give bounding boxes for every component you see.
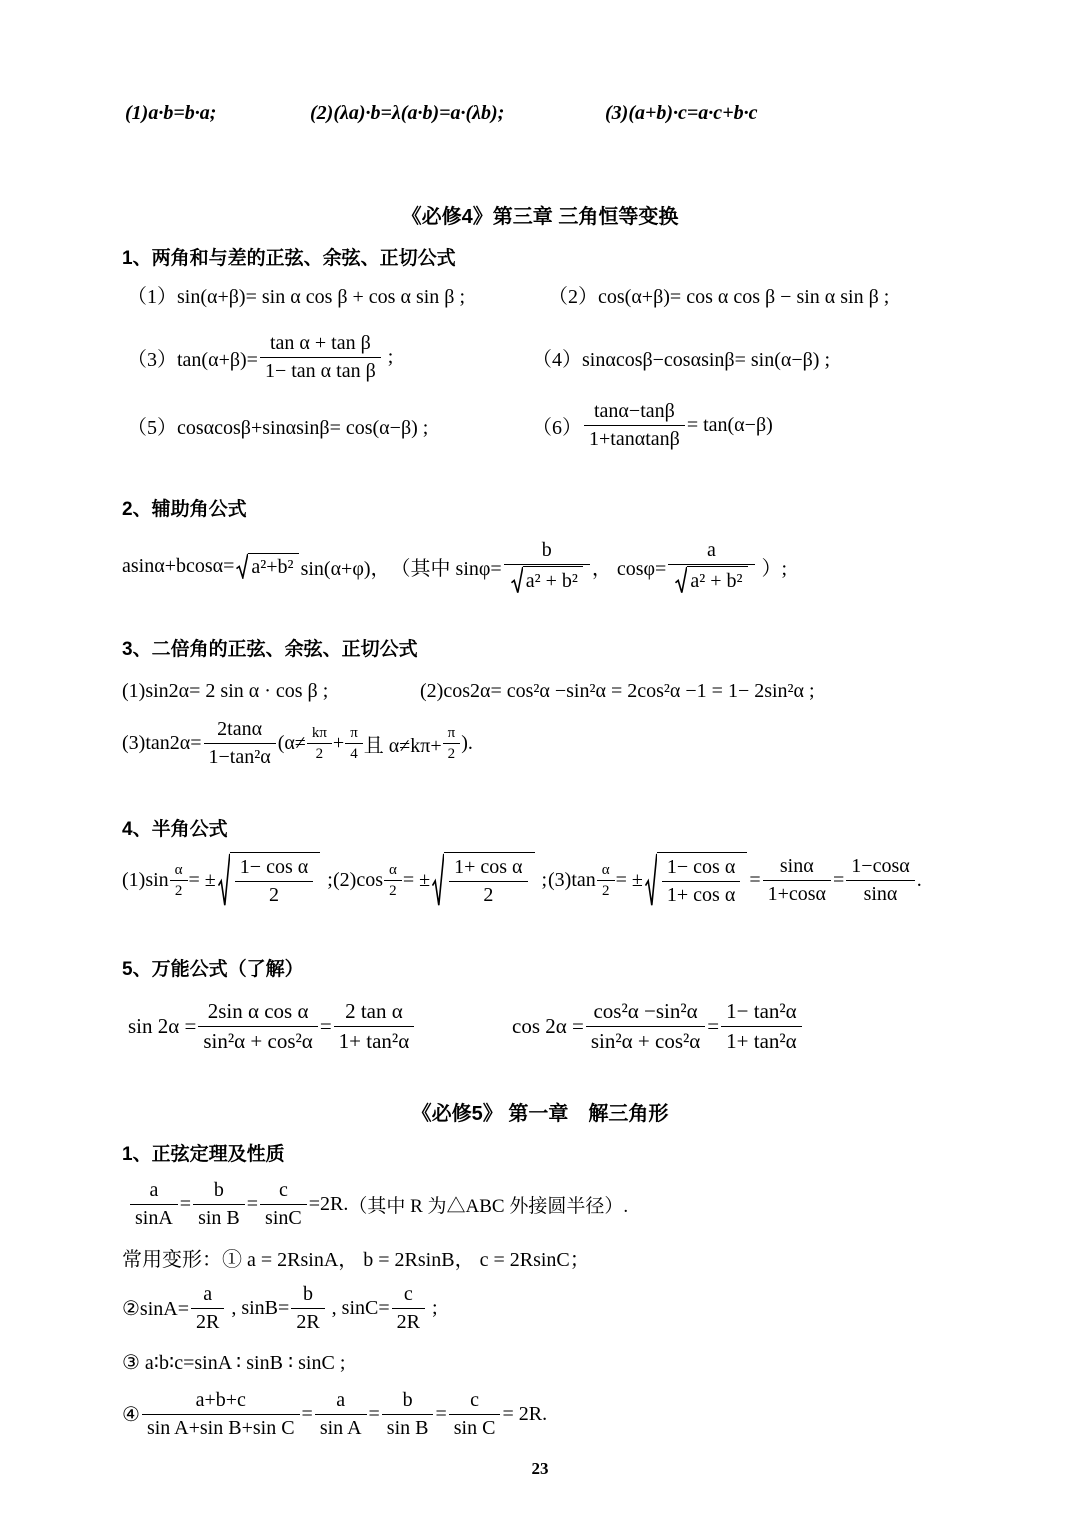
universal-sin-eq: = xyxy=(319,1013,332,1038)
half-sin-inner-num: 1− cos α xyxy=(235,855,313,882)
half-cos-arg-num: α xyxy=(384,861,402,881)
universal-cos-lhs: cos 2α = xyxy=(512,1013,584,1038)
half-tan-radicand xyxy=(657,852,747,908)
sum-formula-row3 xyxy=(0,396,1080,454)
half-tan-tail: . xyxy=(916,868,922,891)
half-angle-row xyxy=(0,836,1080,924)
cond-and: 且 α≠kπ+ xyxy=(363,734,442,757)
tan-sum-fraction xyxy=(260,331,381,384)
section5-heading: 5、万能公式（了解） xyxy=(122,958,304,980)
aux-cosphi-num: a xyxy=(668,538,754,565)
chapter-title-bixiu5 xyxy=(0,1097,1080,1125)
half-sin-label: (1)sin xyxy=(122,868,169,891)
half-tan-frac3-num: 1−cosα xyxy=(846,854,914,881)
variant4-frac-a xyxy=(315,1388,367,1441)
formula-half-cos xyxy=(333,836,547,924)
variant4-frac-sum-num: a+b+c xyxy=(142,1388,300,1415)
half-tan-eq3: = xyxy=(833,868,845,891)
section1-heading: 1、两角和与差的正弦、余弦、正切公式 xyxy=(122,247,456,269)
tan2a-lhs: (3)tan2α= xyxy=(122,731,202,754)
formula-variant3: ③ a∶b∶c=sinA ∶ sinB ∶ sinC ; xyxy=(122,1351,346,1374)
section3-heading: 3、二倍角的正弦、余弦、正切公式 xyxy=(122,638,418,660)
tan-sum-tail: ; xyxy=(382,345,394,368)
section2-heading: 2、辅助角公式 xyxy=(122,498,247,520)
pi2-fraction xyxy=(443,724,461,763)
law-eq2: = xyxy=(246,1192,259,1215)
aux-sinphi-num: b xyxy=(504,538,590,565)
aux-cosphi-den xyxy=(668,565,754,594)
radical-sign-icon xyxy=(645,852,657,908)
law-frac-c-den: sinC xyxy=(265,1206,302,1229)
universal-sin-frac2-num: 2 tan α xyxy=(334,998,415,1026)
half-tan-arg-num: α xyxy=(597,861,615,881)
pi2-den: 2 xyxy=(447,745,456,762)
law-note: （其中 R 为△ABC 外接圆半径）. xyxy=(348,1195,629,1217)
sqrt-a2b2-den2 xyxy=(675,566,747,594)
half-tan-inner-num: 1− cos α xyxy=(662,855,740,882)
half-cos-arg-den: 2 xyxy=(389,882,397,899)
radical-sign-icon xyxy=(218,852,230,908)
universal-sin-frac2-den: 1+ tan²α xyxy=(338,1028,410,1053)
sine-law-variant2-row xyxy=(0,1274,1080,1342)
radical-sign-icon xyxy=(432,852,444,908)
variant2-frac-b xyxy=(291,1282,324,1335)
half-tan-eq: = ± xyxy=(615,868,643,891)
tan-sum-numerator: tan α + tan β xyxy=(260,331,381,358)
double-angle-row1 xyxy=(0,676,1080,706)
aux-sinphi-radicand: a² + b² xyxy=(523,566,583,594)
aux-cosphi-fraction xyxy=(668,538,754,594)
chapter-title-bixiu4 xyxy=(0,200,1080,228)
universal-cos-eq: = xyxy=(707,1013,720,1038)
pi4-num: π xyxy=(345,724,363,744)
half-tan-arg xyxy=(597,861,615,900)
formula-tan-diff xyxy=(532,396,773,454)
tan2a-fraction xyxy=(204,717,276,770)
variant2-frac-b-num: b xyxy=(291,1282,324,1309)
section3-heading-row xyxy=(0,634,1080,660)
sqrt-a2b2-den1 xyxy=(511,566,583,594)
universal-sin-frac1-num: 2sin α cos α xyxy=(198,998,317,1026)
variant4-frac-c-num: c xyxy=(449,1388,501,1415)
aux-sin-term: sin(α+φ)， xyxy=(300,557,391,580)
kpi2-fraction xyxy=(307,724,332,763)
half-sin-sqrt xyxy=(218,852,320,908)
aux-sinphi-den xyxy=(504,565,590,594)
tan-diff-label: （6） xyxy=(532,416,582,439)
formula-sin-sum: （1）sin(α+β)= sin α cos β + cos α sin β ; xyxy=(127,285,466,308)
tan2a-cond-open: (α≠ xyxy=(277,731,306,754)
formula-tan2a xyxy=(122,710,473,776)
half-sin-inner-frac xyxy=(235,855,313,908)
half-cos-arg xyxy=(384,861,402,900)
law-frac-b xyxy=(193,1178,245,1231)
tan-diff-denominator: 1+tanαtanβ xyxy=(589,427,680,450)
aux-radicand: a²+b² xyxy=(248,553,298,579)
kpi2-den: 2 xyxy=(315,745,324,762)
aux-tail: ）; xyxy=(756,557,788,580)
universal-sin-lhs: sin 2α = xyxy=(128,1013,197,1038)
half-sin-arg-den: 2 xyxy=(174,882,183,899)
half-cos-tail: ; xyxy=(536,868,548,891)
section1-heading-row xyxy=(0,243,1080,269)
aux-lhs: asinα+bcosα= xyxy=(122,554,235,577)
half-tan-inner-frac xyxy=(662,855,740,908)
half-tan-eq2: = xyxy=(749,868,761,891)
sine-law-variant3-row xyxy=(0,1348,1080,1376)
universal-sin-frac1 xyxy=(198,998,317,1054)
half-tan-frac3 xyxy=(846,854,914,907)
law-frac-b-den: sin B xyxy=(198,1206,240,1229)
variant4-frac-b-den: sin B xyxy=(386,1416,429,1439)
sum-formula-row1 xyxy=(0,279,1080,309)
universal-cos-frac2 xyxy=(721,998,802,1054)
sine-law-variant1-row xyxy=(0,1244,1080,1270)
formula-tan-sum xyxy=(127,320,393,394)
variant4-frac-c-den: sin C xyxy=(453,1416,496,1439)
tan2a-num: 2tanα xyxy=(204,717,276,744)
pi4-fraction xyxy=(345,724,363,763)
universal-formula-row xyxy=(0,986,1080,1066)
variant4-eq1: = xyxy=(301,1402,313,1425)
formula-half-sin xyxy=(122,836,333,924)
radical-sign-icon xyxy=(675,566,687,594)
cond-close: ). xyxy=(461,731,473,754)
half-sin-arg xyxy=(170,861,188,900)
half-sin-tail: ; xyxy=(322,868,333,891)
tan-diff-tail: = tan(α−β) xyxy=(686,413,773,436)
universal-cos-frac2-num: 1− tan²α xyxy=(721,998,802,1026)
variant2-comma2: , sinC= xyxy=(326,1296,390,1319)
formula-variant4 xyxy=(122,1380,547,1448)
pi2-num: π xyxy=(443,724,461,744)
cond-plus: + xyxy=(332,731,345,754)
universal-cos-frac2-den: 1+ tan²α xyxy=(726,1028,797,1053)
variant2-tail: ; xyxy=(426,1296,438,1319)
radical-sign-icon xyxy=(236,553,248,579)
section5-heading-row xyxy=(0,954,1080,980)
variant4-frac-a-num: a xyxy=(315,1388,367,1415)
sqrt-a2b2-inline xyxy=(236,553,298,579)
half-cos-eq: = ± xyxy=(402,868,431,891)
half-sin-radicand xyxy=(230,852,320,908)
formula-universal-cos xyxy=(512,986,804,1066)
page-number: 23 xyxy=(531,1459,549,1478)
formula-cos-sum: （2）cos(α+β)= cos α cos β − sin α sin β ; xyxy=(548,285,890,308)
pi4-den: 4 xyxy=(350,745,358,762)
half-cos-inner-den: 2 xyxy=(483,884,494,906)
aux-cosphi-radicand: a² + b² xyxy=(687,566,747,594)
half-tan-frac3-den: sinα xyxy=(863,882,898,905)
law-frac-a-num: a xyxy=(130,1178,178,1205)
half-cos-label: (2)cos xyxy=(333,868,383,891)
half-sin-eq: = ± xyxy=(188,868,216,891)
variant2-frac-a xyxy=(191,1282,224,1335)
formula-half-tan xyxy=(548,836,922,924)
formula-cos-diff: （5）cosαcosβ+sinαsinβ= cos(α−β) ; xyxy=(127,416,429,439)
variant2-frac-c-num: c xyxy=(392,1282,425,1309)
variant2-frac-a-den: 2R xyxy=(196,1310,220,1333)
universal-sin-frac1-den: sin²α + cos²α xyxy=(203,1028,313,1053)
half-cos-inner-frac xyxy=(449,855,527,908)
law-frac-a xyxy=(130,1178,178,1231)
kpi2-num: kπ xyxy=(307,724,332,744)
variant2-lhs: ②sinA= xyxy=(122,1297,189,1320)
law-frac-c xyxy=(260,1178,307,1231)
formula-universal-sin xyxy=(128,986,416,1066)
universal-sin-frac2 xyxy=(334,998,415,1054)
variant4-eq3: = xyxy=(435,1402,447,1425)
half-cos-inner-num: 1+ cos α xyxy=(449,855,527,882)
variant4-frac-a-den: sin A xyxy=(319,1416,362,1439)
variant2-frac-a-num: a xyxy=(191,1282,224,1309)
aux-comma: ， cosφ= xyxy=(591,557,667,580)
vector-properties-row xyxy=(0,98,1080,128)
variant4-eq2: = xyxy=(368,1402,380,1425)
half-tan-frac2 xyxy=(763,854,831,907)
variant4-frac-c xyxy=(449,1388,501,1441)
page-number-row xyxy=(0,1458,1080,1480)
half-tan-sqrt xyxy=(645,852,747,908)
half-tan-label: (3)tan xyxy=(548,868,596,891)
aux-note-open: （其中 sinφ= xyxy=(390,557,502,580)
law-eq1: = xyxy=(179,1192,192,1215)
universal-cos-frac1-den: sin²α + cos²α xyxy=(590,1028,701,1053)
law-frac-c-num: c xyxy=(260,1178,307,1205)
auxiliary-angle-row xyxy=(0,524,1080,608)
formula-sine-law xyxy=(128,1170,628,1238)
law-tail: =2R. xyxy=(308,1192,349,1215)
tan-sum-denominator: 1− tan α tan β xyxy=(264,359,376,382)
tan-diff-numerator: tanα−tanβ xyxy=(584,399,685,426)
formula-sin-diff: （4）sinαcosβ−cosαsinβ= sin(α−β) ; xyxy=(532,348,831,371)
sine-law-row xyxy=(0,1170,1080,1238)
chapter-title-text: 《必修4》第三章 三角恒等变换 xyxy=(401,205,679,228)
tan-sum-lhs: （3）tan(α+β)= xyxy=(127,348,258,371)
universal-cos-frac1 xyxy=(586,998,705,1054)
double-angle-row2 xyxy=(0,710,1080,776)
half-tan-inner-den: 1+ cos α xyxy=(666,884,736,906)
sine-law-heading: 1、正弦定理及性质 xyxy=(122,1143,285,1165)
formula-sin2a: (1)sin2α= 2 sin α · cos β ; xyxy=(122,679,329,702)
variant2-comma1: , sinB= xyxy=(226,1296,290,1319)
sum-formula-row2 xyxy=(0,320,1080,394)
variant4-frac-b xyxy=(382,1388,434,1441)
law-frac-b-num: b xyxy=(193,1178,245,1205)
variant4-label: ④ xyxy=(122,1403,140,1426)
universal-cos-frac1-num: cos²α −sin²α xyxy=(586,998,705,1026)
formula-dot-distributive: (3)(a+b)·c=a·c+b·c xyxy=(605,101,758,124)
half-sin-inner-den: 2 xyxy=(269,884,279,906)
formula-variant1: 常用变形：① a = 2RsinA， b = 2RsinB， c = 2RsinC； xyxy=(122,1248,590,1271)
variant2-frac-b-den: 2R xyxy=(296,1310,320,1333)
formula-dot-scalar: (2)(λa)·b=λ(a·b)=a·(λb); xyxy=(310,101,505,124)
section2-heading-row xyxy=(0,494,1080,520)
formula-cos2a: (2)cos2α= cos²α −sin²α = 2cos²α −1 = 1− 2sin²α ; xyxy=(420,679,815,702)
variant4-frac-sum xyxy=(142,1388,300,1441)
tan2a-den: 1−tan²α xyxy=(208,745,271,768)
formula-auxiliary-angle xyxy=(122,524,787,608)
radical-sign-icon xyxy=(511,566,523,594)
variant4-frac-sum-den: sin A+sin B+sin C xyxy=(146,1416,295,1439)
half-tan-frac2-num: sinα xyxy=(763,854,831,881)
half-tan-arg-den: 2 xyxy=(601,882,610,899)
formula-variant2 xyxy=(122,1274,438,1342)
variant4-frac-b-num: b xyxy=(382,1388,434,1415)
half-cos-radicand xyxy=(444,852,534,908)
variant4-tail: = 2R. xyxy=(502,1402,548,1425)
formula-dot-commutative: (1)a·b=b·a; xyxy=(125,101,217,124)
half-sin-arg-num: α xyxy=(170,861,188,881)
chapter5-title-text: 《必修5》 第一章 解三角形 xyxy=(411,1102,669,1125)
law-frac-a-den: sinA xyxy=(135,1206,173,1229)
sine-law-variant4-row xyxy=(0,1380,1080,1448)
half-tan-frac2-den: 1+cosα xyxy=(767,882,827,905)
aux-sinphi-fraction xyxy=(504,538,590,594)
section4-heading: 4、半角公式 xyxy=(122,818,228,840)
half-cos-sqrt xyxy=(432,852,534,908)
variant2-frac-c xyxy=(392,1282,425,1335)
sine-law-heading-row xyxy=(0,1139,1080,1165)
variant2-frac-c-den: 2R xyxy=(396,1310,420,1333)
tan-diff-fraction xyxy=(584,399,685,452)
